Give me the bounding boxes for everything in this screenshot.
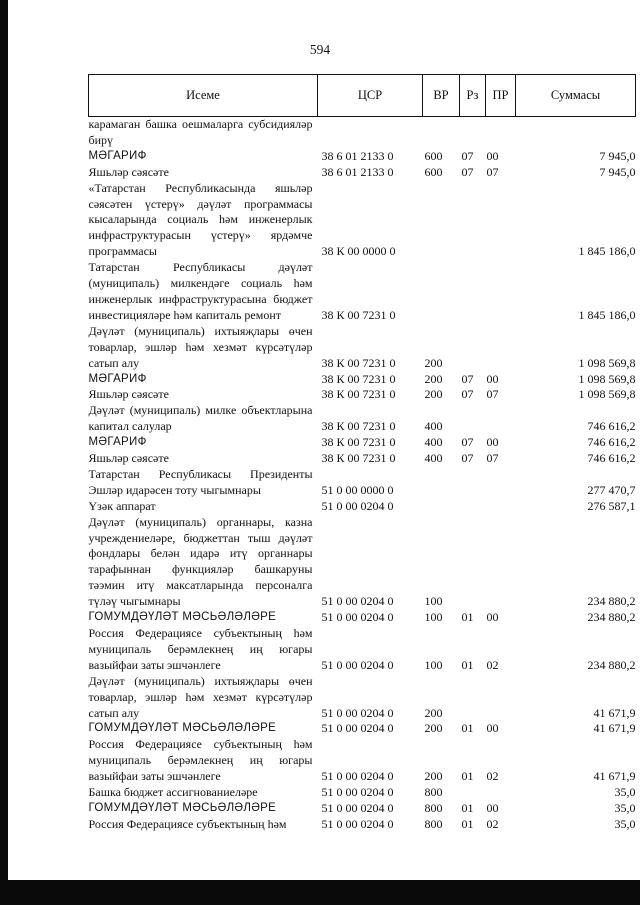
table-row	[89, 515, 636, 610]
row-vr: 100	[424, 610, 443, 625]
row-vr: 400	[424, 451, 443, 466]
table-row	[89, 149, 636, 165]
row-rz: 01	[461, 657, 474, 672]
row-pr: 00	[486, 721, 499, 736]
row-vr: 200	[424, 705, 443, 720]
row-rz: 07	[461, 371, 474, 386]
row-name: Дәүләт (муниципаль) милке объектларына капитал салулар	[88, 403, 313, 434]
table-row	[89, 721, 636, 737]
row-rz: 01	[461, 721, 474, 736]
row-rz	[460, 467, 486, 499]
page-number: 594	[309, 42, 331, 57]
row-rz	[460, 403, 486, 435]
row-name: Дәүләт (муниципаль) органнары, казна учреждениеләре, бюджеттан тыш дәүләт фондлары белән идарә итү органнары тарафыннан функцияләр башкаруны тәэмин итү максатларында персоналга түләү чыгымнары	[88, 514, 313, 609]
row-pr: 00	[486, 435, 499, 450]
row-pr	[486, 324, 516, 372]
row-name: «Татарстан Республикасында яшьләр сәясәтен үстерү» дәүләт программасы кысаларында социаль һәм инженерлык инфраструктурасын үстерү» ярдәмче программасы	[88, 180, 313, 259]
row-name: Дәүләт (муниципаль) ихтыяҗлары өчен товарлар, эшләр һәм хезмәт күрсәтүләр сатып алу	[88, 323, 313, 370]
row-pr	[486, 674, 516, 722]
table-row	[89, 372, 636, 388]
table-header	[89, 75, 636, 117]
column-header-pr: ПР	[486, 75, 516, 117]
row-pr	[486, 515, 516, 610]
row-sum: 277 470,7	[587, 482, 636, 497]
row-name: Татарстан Республикасы дәүләт (муниципаль) милкендәге социаль һәм инженерлык инфраструктурасына бюджет инвестицияләре һәм капиталь ремонт	[88, 260, 313, 322]
table-row	[89, 387, 636, 403]
budget-table-container	[88, 74, 635, 833]
row-name: Россия Федерациясе субъектының һәм муниципаль берәмлекнең иң югары вазыйфаи заты эшчәнлеге	[88, 737, 313, 784]
row-name: ГОМУМДӘҮЛӘТ МӘСЬӘЛӘЛӘРЕ	[88, 722, 277, 735]
row-sum: 35,0	[614, 816, 636, 831]
row-sum: 35,0	[614, 800, 636, 815]
row-name: МӘГАРИФ	[88, 149, 147, 162]
row-csr: 51 0 00 0204 0	[321, 816, 394, 831]
row-csr: 38 К 00 7231 0	[321, 307, 396, 322]
row-sum: 234 880,2	[587, 594, 636, 609]
row-sum: 41 671,9	[593, 721, 636, 736]
row-vr: 600	[424, 164, 443, 179]
row-name: МӘГАРИФ	[88, 372, 147, 385]
table-row	[89, 403, 636, 435]
row-pr: 00	[486, 148, 499, 163]
table-row	[89, 181, 636, 261]
row-csr: 51 0 00 0204 0	[321, 769, 394, 784]
row-name: карамаган башка оешмаларга субсидияләр бирү	[88, 117, 313, 147]
row-csr: 51 0 00 0204 0	[321, 610, 394, 625]
table-body	[89, 117, 636, 833]
row-pr: 00	[486, 800, 499, 815]
row-name: Яшьләр сәясәте	[88, 451, 169, 466]
row-rz	[460, 181, 486, 261]
row-sum: 7 945,0	[599, 164, 636, 179]
row-vr: 400	[424, 419, 443, 434]
row-vr: 100	[424, 594, 443, 609]
row-pr	[486, 181, 516, 261]
row-csr: 38 К 00 7231 0	[321, 419, 396, 434]
row-sum: 35,0	[614, 785, 636, 800]
row-vr: 600	[424, 148, 443, 163]
row-vr	[423, 117, 460, 149]
column-header-csr: ЦСР	[318, 75, 423, 117]
row-pr	[486, 467, 516, 499]
row-csr: 51 0 00 0204 0	[321, 800, 394, 815]
row-sum: 234 880,2	[587, 657, 636, 672]
row-sum: 1 845 186,0	[578, 244, 636, 259]
row-sum: 234 880,2	[587, 610, 636, 625]
table-row	[89, 785, 636, 801]
row-sum: 276 587,1	[587, 498, 636, 513]
row-sum: 7 945,0	[599, 148, 636, 163]
row-name: Үзәк аппарат	[88, 498, 156, 513]
row-name: МӘГАРИФ	[88, 436, 147, 449]
row-rz: 01	[461, 816, 474, 831]
row-pr	[486, 403, 516, 435]
row-vr: 100	[424, 657, 443, 672]
scan-left-edge	[0, 0, 8, 905]
row-sum: 1 098 569,8	[578, 387, 636, 402]
row-name: ГОМУМДӘҮЛӘТ МӘСЬӘЛӘЛӘРЕ	[88, 801, 277, 814]
row-csr: 38 К 00 7231 0	[321, 371, 396, 386]
row-pr: 07	[486, 387, 499, 402]
row-pr: 02	[486, 657, 499, 672]
row-csr: 51 0 00 0204 0	[321, 785, 394, 800]
row-csr: 38 К 00 0000 0	[321, 244, 396, 259]
row-pr	[486, 499, 516, 515]
table-row	[89, 737, 636, 785]
table-row	[89, 435, 636, 451]
column-header-vr: ВР	[423, 75, 460, 117]
row-rz: 07	[461, 435, 474, 450]
table-row	[89, 165, 636, 181]
row-sum: 746 616,2	[587, 451, 636, 466]
row-name: Яшьләр сәясәте	[88, 387, 169, 402]
row-sum: 746 616,2	[587, 419, 636, 434]
row-csr: 38 К 00 7231 0	[321, 387, 396, 402]
row-vr: 200	[424, 387, 443, 402]
row-sum	[516, 117, 636, 149]
row-name: Татарстан Республикасы Президенты Эшләр идарәсен тоту чыгымнары	[88, 466, 313, 497]
header-row	[89, 75, 636, 117]
row-pr: 07	[486, 164, 499, 179]
row-vr: 800	[424, 800, 443, 815]
row-vr: 200	[424, 355, 443, 370]
row-csr: 51 0 00 0204 0	[321, 657, 394, 672]
table-row	[89, 674, 636, 722]
row-vr	[423, 499, 460, 515]
row-sum: 1 098 569,8	[578, 355, 636, 370]
column-header-sum: Суммасы	[516, 75, 636, 117]
row-csr: 51 0 00 0204 0	[321, 721, 394, 736]
row-rz	[460, 515, 486, 610]
row-name: Россия Федерациясе субъектының һәм	[88, 816, 287, 831]
row-rz: 01	[461, 610, 474, 625]
row-csr: 38 К 00 7231 0	[321, 451, 396, 466]
column-header-name: Исеме	[89, 75, 318, 117]
row-rz: 07	[461, 451, 474, 466]
row-rz	[460, 117, 486, 149]
table-row	[89, 451, 636, 467]
row-csr: 38 6 01 2133 0	[321, 148, 394, 163]
budget-table	[88, 74, 636, 833]
row-rz: 07	[461, 387, 474, 402]
row-csr: 51 0 00 0204 0	[321, 594, 394, 609]
row-csr: 38 К 00 7231 0	[321, 435, 396, 450]
table-row	[89, 626, 636, 674]
table-row	[89, 260, 636, 324]
row-csr	[318, 117, 423, 149]
table-row	[89, 324, 636, 372]
row-vr	[423, 260, 460, 324]
row-vr: 800	[424, 816, 443, 831]
row-pr	[486, 117, 516, 149]
row-vr: 200	[424, 371, 443, 386]
row-rz	[460, 674, 486, 722]
table-row	[89, 610, 636, 626]
row-pr	[486, 260, 516, 324]
row-rz: 01	[461, 769, 474, 784]
row-pr: 00	[486, 371, 499, 386]
row-csr: 51 0 00 0204 0	[321, 705, 394, 720]
row-vr	[423, 181, 460, 261]
row-sum: 1 845 186,0	[578, 307, 636, 322]
row-rz	[460, 785, 486, 801]
row-pr: 02	[486, 769, 499, 784]
column-header-rz: Рз	[460, 75, 486, 117]
row-vr: 800	[424, 785, 443, 800]
row-rz: 01	[461, 800, 474, 815]
row-pr: 07	[486, 451, 499, 466]
row-name: Яшьләр сәясәте	[88, 164, 169, 179]
row-pr: 00	[486, 610, 499, 625]
row-csr: 51 0 00 0000 0	[321, 482, 394, 497]
row-sum: 41 671,9	[593, 769, 636, 784]
row-rz: 07	[461, 164, 474, 179]
row-rz: 07	[461, 148, 474, 163]
row-name: Дәүләт (муниципаль) ихтыяҗлары өчен товарлар, эшләр һәм хезмәт күрсәтүләр сатып алу	[88, 673, 313, 720]
table-row	[89, 817, 636, 833]
row-pr: 02	[486, 816, 499, 831]
row-vr: 400	[424, 435, 443, 450]
table-row	[89, 499, 636, 515]
row-name: Башка бюджет ассигнованиеләре	[88, 785, 258, 800]
row-sum: 41 671,9	[593, 705, 636, 720]
table-row	[89, 801, 636, 817]
row-vr: 200	[424, 721, 443, 736]
row-name: Россия Федерациясе субъектының һәм муниципаль берәмлекнең иң югары вазыйфаи заты эшчәнлеге	[88, 626, 313, 672]
row-sum: 1 098 569,8	[578, 371, 636, 386]
row-csr: 38 К 00 7231 0	[321, 355, 396, 370]
row-csr: 51 0 00 0204 0	[321, 498, 394, 513]
table-row	[89, 117, 636, 149]
row-name: ГОМУМДӘҮЛӘТ МӘСЬӘЛӘЛӘРЕ	[88, 611, 277, 624]
row-sum: 746 616,2	[587, 435, 636, 450]
row-pr	[486, 785, 516, 801]
row-vr: 200	[424, 769, 443, 784]
scan-bottom-edge	[0, 880, 640, 905]
row-csr: 38 6 01 2133 0	[321, 164, 394, 179]
row-vr	[423, 467, 460, 499]
row-rz	[460, 260, 486, 324]
row-rz	[460, 324, 486, 372]
table-row	[89, 467, 636, 499]
row-rz	[460, 499, 486, 515]
